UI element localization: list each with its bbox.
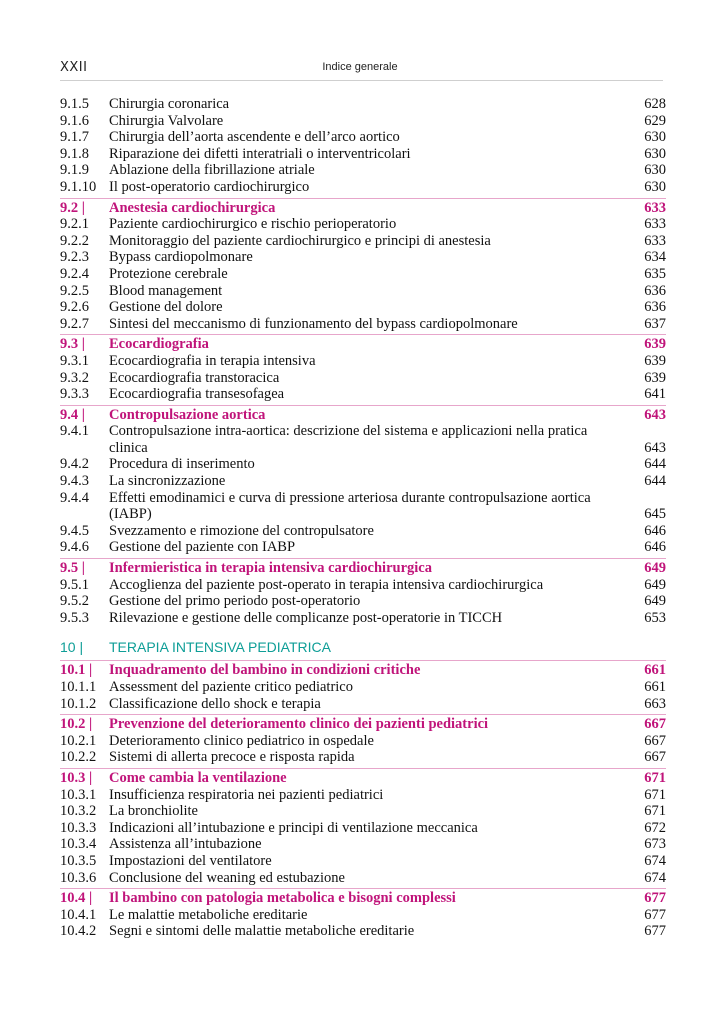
- toc-entry: [60, 353, 666, 370]
- toc-section-heading: [60, 768, 666, 787]
- toc-entry: [60, 820, 666, 837]
- section-number: 9.5 |: [60, 560, 85, 577]
- toc-entry: [60, 299, 666, 316]
- section-number: 9.3 |: [60, 336, 85, 353]
- entry-title: Assessment del paziente critico pediatrico: [109, 679, 353, 695]
- entry-title: Sistemi di allerta precoce e risposta rapida: [109, 749, 355, 766]
- entry-number: 9.2.7: [60, 315, 89, 332]
- toc-section-heading: [60, 198, 666, 217]
- toc-entry: [60, 423, 666, 456]
- section-number: 9.2 |: [60, 199, 85, 216]
- toc-entry: [60, 523, 666, 540]
- section-title: Come cambia la ventilazione: [109, 769, 287, 786]
- entry-page: 667: [644, 732, 666, 749]
- entry-number: 9.2.5: [60, 282, 89, 299]
- entry-page: 674: [644, 852, 666, 869]
- toc-entry: [60, 473, 666, 490]
- entry-page: 637: [644, 315, 666, 332]
- toc-entry: [60, 162, 666, 179]
- toc-chapter-heading: [60, 638, 666, 656]
- toc-entry: [60, 923, 666, 940]
- entry-number: 9.2.6: [60, 299, 89, 316]
- entry-page: 644: [644, 473, 666, 490]
- toc-entry: [60, 179, 666, 196]
- entry-number: 10.2.2: [60, 749, 97, 766]
- toc-entry: [60, 787, 666, 804]
- entry-title: Procedura di inserimento: [109, 456, 255, 473]
- entry-page: 630: [644, 129, 666, 146]
- entry-title: Segni e sintomi delle malattie metaboliche ereditarie: [109, 923, 415, 940]
- entry-page: 644: [644, 456, 666, 473]
- section-title: Prevenzione del deterioramento clinico dei pazienti pediatrici: [109, 716, 489, 733]
- entry-page: 633: [644, 232, 666, 249]
- entry-number: 9.1.6: [60, 112, 89, 129]
- section-page: 661: [644, 662, 666, 679]
- entry-page: 661: [644, 679, 666, 695]
- header-rule: [60, 80, 663, 81]
- entry-number: 9.1.5: [60, 96, 89, 112]
- section-title: Inquadramento del bambino in condizioni critiche: [109, 662, 421, 679]
- toc-entry: [60, 803, 666, 820]
- toc-entry: [60, 679, 666, 696]
- toc-entry: [60, 113, 666, 130]
- entry-title: Contropulsazione intra-aortica: descrizione del sistema e applicazioni nella pratica clinica: [109, 423, 588, 456]
- section-title: Anestesia cardiochirurgica: [109, 199, 276, 216]
- toc-entry: [60, 370, 666, 387]
- toc-entry: [60, 146, 666, 163]
- entry-number: 9.1.9: [60, 162, 89, 179]
- entry-title: Indicazioni all’intubazione e principi di ventilazione meccanica: [109, 819, 478, 836]
- entry-number: 10.4.2: [60, 923, 97, 940]
- entry-title: Rilevazione e gestione delle complicanze post-operatorie in TICCH: [109, 609, 503, 626]
- section-number: 10.2 |: [60, 716, 93, 733]
- entry-page: 636: [644, 299, 666, 316]
- entry-page: 629: [644, 112, 666, 129]
- entry-page: 649: [644, 593, 666, 610]
- entry-title: Bypass cardiopolmonare: [109, 249, 253, 266]
- section-page: 677: [644, 890, 666, 907]
- entry-page: 677: [644, 906, 666, 923]
- entry-title: Svezzamento e rimozione del contropulsatore: [109, 522, 374, 539]
- entry-number: 10.4.1: [60, 906, 97, 923]
- entry-page: 671: [644, 803, 666, 820]
- entry-number: 10.3.6: [60, 869, 97, 886]
- toc-section-heading: [60, 660, 666, 679]
- entry-number: 10.3.1: [60, 786, 97, 803]
- entry-page: 674: [644, 869, 666, 886]
- entry-page: 645: [644, 506, 666, 523]
- entry-number: 10.1.2: [60, 695, 97, 712]
- toc-entry: [60, 539, 666, 556]
- entry-page: 639: [644, 352, 666, 369]
- entry-title: Il post-operatorio cardiochirurgico: [109, 178, 310, 195]
- section-number: 10.3 |: [60, 769, 93, 786]
- toc-entry: [60, 907, 666, 924]
- entry-title: Assistenza all’intubazione: [109, 836, 262, 853]
- entry-title: La sincronizzazione: [109, 473, 226, 490]
- entry-title: Chirurgia Valvolare: [109, 112, 224, 129]
- header-page-number: XXII: [60, 60, 88, 75]
- toc-entry: [60, 870, 666, 887]
- entry-number: 10.3.3: [60, 819, 97, 836]
- entry-number: 9.2.3: [60, 249, 89, 266]
- toc-entry: [60, 316, 666, 333]
- section-number: 9.4 |: [60, 406, 85, 423]
- entry-page: 643: [644, 439, 666, 456]
- toc-entry: [60, 386, 666, 403]
- toc-section-heading: [60, 558, 666, 577]
- entry-title: Ecocardiografia in terapia intensiva: [109, 352, 316, 369]
- entry-title: Paziente cardiochirurgico e rischio perioperatorio: [109, 216, 397, 233]
- entry-page: 630: [644, 178, 666, 195]
- entry-number: 9.4.4: [60, 489, 89, 506]
- entry-number: 10.3.4: [60, 836, 97, 853]
- section-title: Contropulsazione aortica: [109, 406, 266, 423]
- header-title: Indice generale: [322, 61, 398, 73]
- entry-number: 9.3.1: [60, 352, 89, 369]
- entry-number: 9.3.3: [60, 386, 89, 403]
- entry-number: 9.1.7: [60, 129, 89, 146]
- entry-page: 667: [644, 749, 666, 766]
- entry-number: 9.4.6: [60, 539, 89, 556]
- entry-title: Gestione del primo periodo post-operatorio: [109, 593, 361, 610]
- running-head: [60, 60, 660, 80]
- toc-entry: [60, 129, 666, 146]
- entry-title: La bronchiolite: [109, 803, 198, 820]
- section-page: 671: [644, 769, 666, 786]
- entry-title: Impostazioni del ventilatore: [109, 852, 272, 869]
- section-page: 633: [644, 199, 666, 216]
- toc-entry: [60, 593, 666, 610]
- toc-entry: [60, 490, 666, 523]
- entry-number: 10.2.1: [60, 732, 97, 749]
- entry-number: 9.5.3: [60, 609, 89, 626]
- toc-entry: [60, 96, 666, 113]
- toc-section-heading: [60, 714, 666, 733]
- entry-page: 646: [644, 539, 666, 556]
- entry-number: 9.4.5: [60, 522, 89, 539]
- entry-number: 9.2.1: [60, 216, 89, 233]
- entry-page: 630: [644, 145, 666, 162]
- entry-number: 10.3.5: [60, 852, 97, 869]
- entry-page: 633: [644, 216, 666, 233]
- entry-title: Riparazione dei difetti interatriali o interventricolari: [109, 145, 411, 162]
- section-number: 10.4 |: [60, 890, 93, 907]
- section-page: 639: [644, 336, 666, 353]
- entry-number: 10.1.1: [60, 679, 97, 695]
- entry-number: 10.3.2: [60, 803, 97, 820]
- section-page: 667: [644, 716, 666, 733]
- toc-entry: [60, 749, 666, 766]
- entry-number: 9.1.8: [60, 145, 89, 162]
- toc-section-heading: [60, 888, 666, 907]
- table-of-contents: [60, 96, 666, 940]
- entry-title: Chirurgia coronarica: [109, 96, 230, 112]
- toc-entry: [60, 577, 666, 594]
- toc-entry: [60, 283, 666, 300]
- entry-number: 9.4.2: [60, 456, 89, 473]
- toc-entry: [60, 456, 666, 473]
- entry-title: Chirurgia dell’aorta ascendente e dell’arco aortico: [109, 129, 400, 146]
- section-title: Il bambino con patologia metabolica e bisogni complessi: [109, 890, 456, 907]
- entry-page: 672: [644, 819, 666, 836]
- entry-title: Ecocardiografia transtoracica: [109, 369, 280, 386]
- entry-title: Le malattie metaboliche ereditarie: [109, 906, 308, 923]
- entry-number: 9.1.10: [60, 178, 97, 195]
- entry-page: 641: [644, 386, 666, 403]
- section-title: Ecocardiografia: [109, 336, 209, 353]
- entry-page: 636: [644, 282, 666, 299]
- entry-page: 635: [644, 265, 666, 282]
- entry-page: 639: [644, 369, 666, 386]
- entry-page: 646: [644, 522, 666, 539]
- toc-section-heading: [60, 405, 666, 424]
- toc-entry: [60, 233, 666, 250]
- entry-page: 649: [644, 576, 666, 593]
- entry-page: 663: [644, 695, 666, 712]
- entry-title: Gestione del dolore: [109, 299, 223, 316]
- toc-entry: [60, 853, 666, 870]
- toc-entry: [60, 216, 666, 233]
- entry-page: 671: [644, 786, 666, 803]
- chapter-title: TERAPIA INTENSIVA PEDIATRICA: [109, 639, 331, 656]
- entry-number: 9.5.2: [60, 593, 89, 610]
- entry-title: Deterioramento clinico pediatrico in ospedale: [109, 732, 374, 749]
- chapter-number: 10 |: [60, 639, 84, 656]
- toc-entry: [60, 249, 666, 266]
- entry-page: 630: [644, 162, 666, 179]
- entry-title: Protezione cerebrale: [109, 265, 228, 282]
- entry-page: 673: [644, 836, 666, 853]
- toc-entry: [60, 696, 666, 713]
- entry-number: 9.3.2: [60, 369, 89, 386]
- toc-entry: [60, 836, 666, 853]
- entry-number: 9.4.1: [60, 423, 89, 440]
- entry-title: Blood management: [109, 282, 223, 299]
- entry-title: Conclusione del weaning ed estubazione: [109, 869, 345, 886]
- entry-page: 634: [644, 249, 666, 266]
- toc-entry: [60, 610, 666, 627]
- entry-number: 9.2.2: [60, 232, 89, 249]
- entry-page: 677: [644, 923, 666, 940]
- entry-title: Insufficienza respiratoria nei pazienti pediatrici: [109, 786, 384, 803]
- entry-page: 628: [644, 96, 666, 112]
- entry-title: Monitoraggio del paziente cardiochirurgico e principi di anestesia: [109, 232, 491, 249]
- entry-number: 9.5.1: [60, 576, 89, 593]
- entry-title: Accoglienza del paziente post-operato in terapia intensiva cardiochirurgica: [109, 576, 544, 593]
- section-page: 649: [644, 560, 666, 577]
- entry-title: Ecocardiografia transesofagea: [109, 386, 285, 403]
- toc-entry: [60, 266, 666, 283]
- section-title: Infermieristica in terapia intensiva cardiochirurgica: [109, 560, 432, 577]
- section-number: 10.1 |: [60, 662, 93, 679]
- section-page: 643: [644, 406, 666, 423]
- entry-number: 9.2.4: [60, 265, 89, 282]
- toc-entry: [60, 733, 666, 750]
- entry-title: Classificazione dello shock e terapia: [109, 695, 321, 712]
- entry-title: Effetti emodinamici e curva di pressione arteriosa durante contropulsazione aortica (IABP): [109, 489, 591, 523]
- entry-title: Ablazione della fibrillazione atriale: [109, 162, 315, 179]
- toc-section-heading: [60, 334, 666, 353]
- entry-number: 9.4.3: [60, 473, 89, 490]
- entry-title: Gestione del paziente con IABP: [109, 539, 296, 556]
- entry-title: Sintesi del meccanismo di funzionamento del bypass cardiopolmonare: [109, 315, 518, 332]
- entry-page: 653: [644, 609, 666, 626]
